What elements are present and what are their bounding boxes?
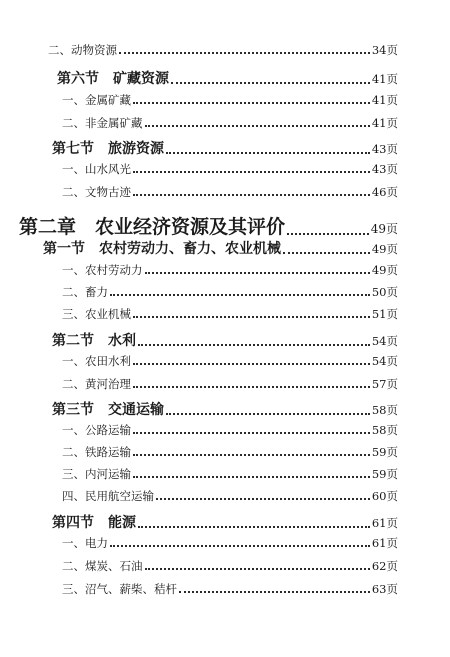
toc-page-number: 59页 <box>371 467 398 481</box>
toc-label: 第一节 农村劳动力、畜力、农业机械 <box>43 241 281 257</box>
toc-page-number: 49页 <box>371 263 398 277</box>
toc-label: 一、金属矿藏 <box>62 93 131 107</box>
dot-leader <box>133 431 370 434</box>
dot-leader <box>133 385 370 388</box>
toc-entry-sub <box>62 535 398 551</box>
toc-page-number: 41页 <box>371 93 398 107</box>
toc-entry-sub <box>62 115 398 131</box>
dot-leader <box>110 544 370 547</box>
toc-entry-sub <box>62 161 398 177</box>
toc-entry-sub <box>62 444 398 460</box>
toc-page-number: 54页 <box>371 354 398 368</box>
toc-label: 第二节 水利 <box>52 333 136 349</box>
dot-leader <box>166 151 370 154</box>
toc-label: 二、文物古迹 <box>62 185 131 199</box>
toc-page-number: 63页 <box>371 582 398 596</box>
toc-label: 三、沼气、薪柴、秸杆 <box>62 582 177 596</box>
toc-label: 第六节 矿藏资源 <box>57 71 169 87</box>
toc-label: 三、内河运输 <box>62 467 131 481</box>
toc-page-number: 54页 <box>371 334 398 348</box>
toc-page-number: 43页 <box>371 142 398 156</box>
dot-leader <box>133 193 370 196</box>
toc-label: 二、动物资源 <box>48 43 117 57</box>
toc-entry-sub <box>62 558 398 574</box>
toc-page-number: 60页 <box>371 489 398 503</box>
toc-label: 二、黄河治理 <box>62 377 131 391</box>
toc-page-number: 58页 <box>371 423 398 437</box>
toc-entry-sub <box>62 184 398 200</box>
toc-page-number: 59页 <box>371 445 398 459</box>
toc-entry-sub <box>62 376 398 392</box>
toc-entry-sub <box>62 306 398 322</box>
dot-leader <box>145 567 370 570</box>
toc-label: 一、公路运输 <box>62 423 131 437</box>
dot-leader <box>133 315 370 318</box>
dot-leader <box>133 170 370 173</box>
toc-entry-sub <box>62 92 398 108</box>
dot-leader <box>110 293 370 296</box>
toc-page-number: 41页 <box>371 72 398 86</box>
toc-page-number: 46页 <box>371 185 398 199</box>
toc-label: 二、煤炭、石油 <box>62 559 143 573</box>
toc-label: 二、铁路运输 <box>62 445 131 459</box>
dot-leader <box>133 475 370 478</box>
toc-entry-section <box>57 68 398 88</box>
toc-entry-section <box>52 330 398 350</box>
dot-leader <box>119 51 370 54</box>
toc-page-number: 61页 <box>371 516 398 530</box>
toc-entry-sub <box>48 42 398 58</box>
dot-leader <box>145 271 370 274</box>
dot-leader <box>156 497 370 500</box>
toc-page-number: 58页 <box>371 403 398 417</box>
toc-label: 二、畜力 <box>62 285 108 299</box>
toc-page-number: 50页 <box>371 285 398 299</box>
toc-entry-chapter <box>19 212 398 239</box>
toc-label: 一、农田水利 <box>62 354 131 368</box>
toc-entry-sub <box>62 284 398 300</box>
toc-page-number: 34页 <box>371 43 398 57</box>
dot-leader <box>287 232 369 235</box>
dot-leader <box>166 412 370 415</box>
toc-page-number: 49页 <box>370 222 398 236</box>
toc-entry-sub <box>62 466 398 482</box>
toc-page-number: 57页 <box>371 377 398 391</box>
toc-label: 第四节 能源 <box>52 515 136 531</box>
toc-page-number: 62页 <box>371 559 398 573</box>
toc-label: 第三节 交通运输 <box>52 402 164 418</box>
dot-leader <box>133 362 370 365</box>
toc-label: 二、非金属矿藏 <box>62 116 143 130</box>
toc-label: 一、电力 <box>62 536 108 550</box>
dot-leader <box>138 525 370 528</box>
toc-entry-section <box>43 238 398 258</box>
toc-label: 一、山水风光 <box>62 162 131 176</box>
dot-leader <box>133 101 370 104</box>
toc-page-number: 41页 <box>371 116 398 130</box>
toc-label: 四、民用航空运输 <box>62 489 154 503</box>
toc-page-number: 49页 <box>371 242 398 256</box>
toc-page-number: 61页 <box>371 536 398 550</box>
toc-entry-sub <box>62 488 398 504</box>
toc-label: 三、农业机械 <box>62 307 131 321</box>
toc-entry-sub <box>62 262 398 278</box>
dot-leader <box>283 251 370 254</box>
toc-entry-sub <box>62 353 398 369</box>
toc-label: 第二章 农业经济资源及其评价 <box>19 216 286 238</box>
toc-entry-section <box>52 512 398 532</box>
dot-leader <box>133 453 370 456</box>
toc-label: 第七节 旅游资源 <box>52 141 164 157</box>
dot-leader <box>145 124 370 127</box>
dot-leader <box>179 590 370 593</box>
toc-page-number: 43页 <box>371 162 398 176</box>
toc-entry-sub <box>62 581 398 597</box>
toc-entry-section <box>52 138 398 158</box>
dot-leader <box>138 343 370 346</box>
toc-entry-section <box>52 399 398 419</box>
dot-leader <box>171 81 370 84</box>
toc-entry-sub <box>62 422 398 438</box>
toc-page-number: 51页 <box>371 307 398 321</box>
toc-label: 一、农村劳动力 <box>62 263 143 277</box>
